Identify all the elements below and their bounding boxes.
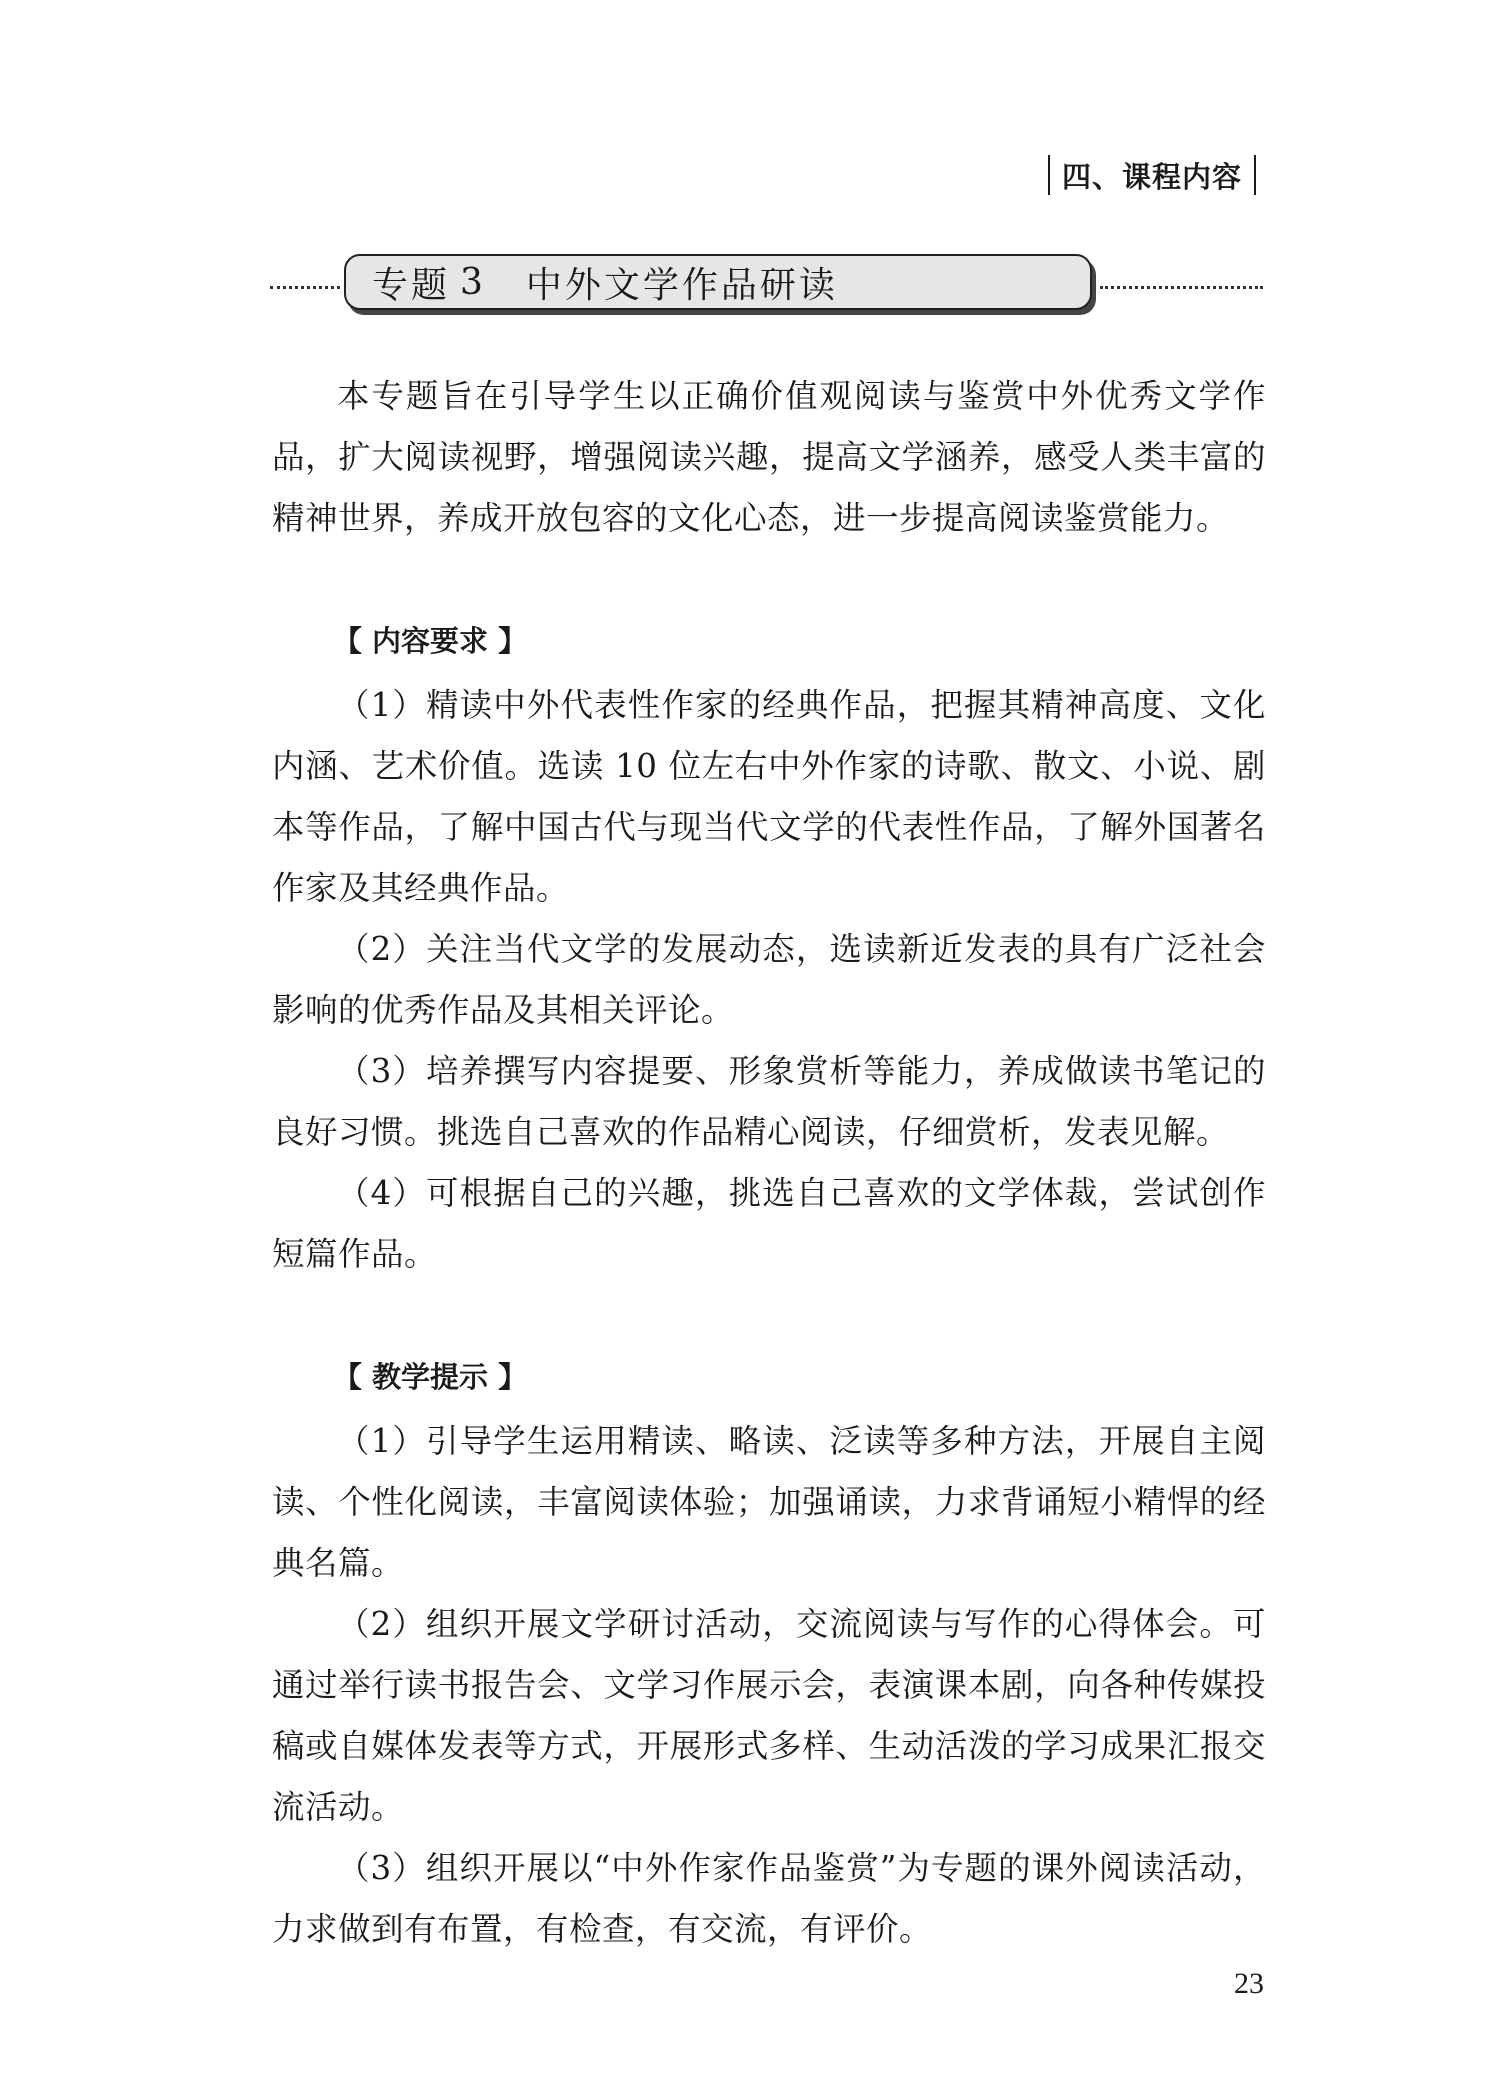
dotted-leader-right xyxy=(1100,286,1263,289)
topic-label: 专题 xyxy=(372,264,451,306)
requirement-item: （4）可根据自己的兴趣，挑选自己喜欢的文学体裁，尝试创作短篇作品。 xyxy=(272,1174,1266,1273)
page-content xyxy=(272,366,1266,1960)
topic-title: 中外文学作品研读 xyxy=(525,264,838,306)
teaching-tip-item: （1）引导学生运用精读、略读、泛读等多种方法，开展自主阅读、个性化阅读，丰富阅读体验；加强诵读，力求背诵短小精悍的经典名篇。 xyxy=(272,1422,1266,1582)
teaching-tips-heading: 【 教学提示 】 xyxy=(332,1360,528,1394)
header-left-rule xyxy=(1048,155,1050,195)
page-number: 23 xyxy=(1234,1967,1264,2000)
requirement-item: （1）精读中外代表性作家的经典作品，把握其精神高度、文化内涵、艺术价值。选读 10 位左右中外作家的诗歌、散文、小说、剧本等作品，了解中国古代与现当代文学的代表性作品，了解外国著名作家及其经典作品。 xyxy=(272,686,1266,907)
section-title: 四、课程内容 xyxy=(1061,159,1242,194)
intro-paragraph: 本专题旨在引导学生以正确价值观阅读与鉴赏中外优秀文学作品，扩大阅读视野，增强阅读兴趣，提高文学涵养，感受人类丰富的精神世界，养成开放包容的文化心态，进一步提高阅读鉴赏能力。 xyxy=(272,377,1266,537)
teaching-tip-item: （3）组织开展以“中外作家作品鉴赏”为专题的课外阅读活动，力求做到有布置，有检查，有交流，有评价。 xyxy=(272,1849,1266,1948)
topic-number: 3 xyxy=(460,261,486,303)
topic-title-box xyxy=(344,254,1092,310)
dotted-leader-left xyxy=(270,286,340,289)
header-right-rule xyxy=(1254,155,1256,195)
teaching-tip-item: （2）组织开展文学研讨活动，交流阅读与写作的心得体会。可通过举行读书报告会、文学习作展示会，表演课本剧，向各种传媒投稿或自媒体发表等方式，开展形式多样、生动活泼的学习成果汇报交流活动。 xyxy=(272,1605,1266,1826)
running-header xyxy=(1036,152,1268,198)
topic-banner xyxy=(270,254,1263,320)
requirement-item: （2）关注当代文学的发展动态，选读新近发表的具有广泛社会影响的优秀作品及其相关评论。 xyxy=(272,930,1266,1029)
content-requirements-heading: 【 内容要求 】 xyxy=(332,624,528,658)
requirement-item: （3）培养撰写内容提要、形象赏析等能力，养成做读书笔记的良好习惯。挑选自己喜欢的作品精心阅读，仔细赏析，发表见解。 xyxy=(272,1052,1266,1151)
